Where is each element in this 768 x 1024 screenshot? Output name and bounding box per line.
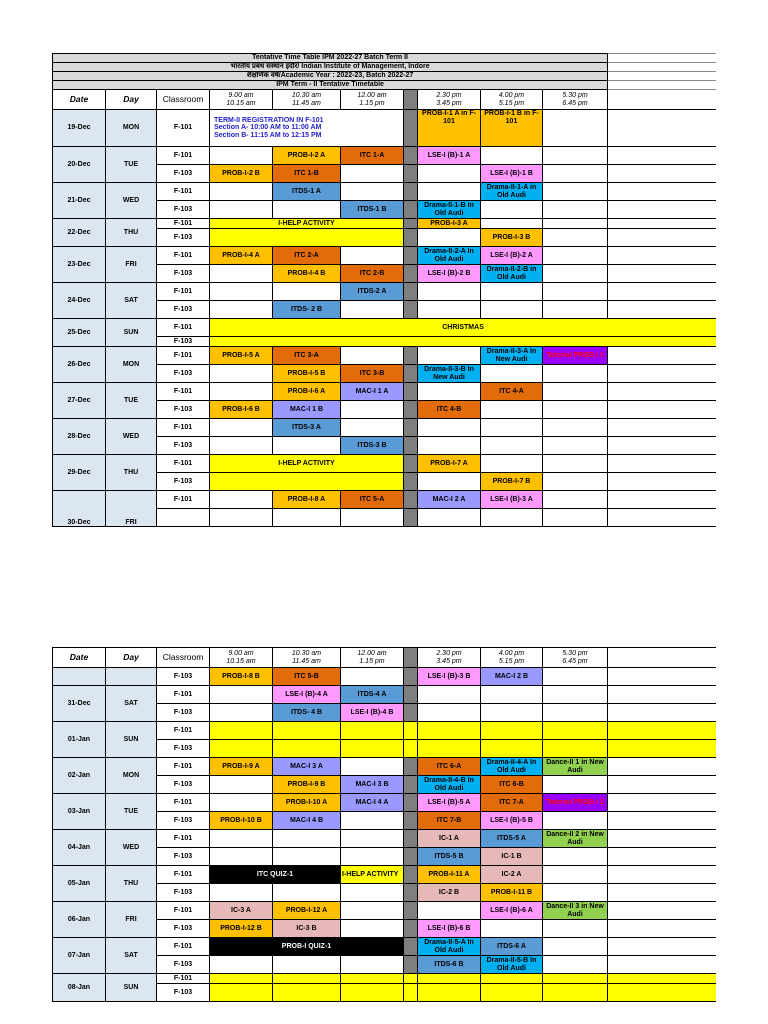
registration-note: TERM-II REGISTRATION IN F-101 Section A- 10:00 AM to 11:00 AM Section B- 11:15 AM to 12:15 PM bbox=[210, 110, 404, 147]
session-cell: PROB-I-12 A bbox=[273, 902, 341, 920]
table-row bbox=[53, 247, 717, 265]
lunch-gap bbox=[404, 90, 418, 110]
session-cell: IC-1 B bbox=[481, 848, 543, 866]
session-cell: PROB-I-7 B bbox=[481, 473, 543, 491]
session-cell: MAC-I 1 B bbox=[273, 401, 341, 419]
session-cell: PROB-I-2 B bbox=[210, 165, 273, 183]
col-slot-2: 10.30 am 11.45 am bbox=[273, 90, 341, 110]
ihelp-activity: I-HELP ACTIVITY bbox=[210, 219, 404, 229]
session-cell: ITC 2-A bbox=[273, 247, 341, 265]
room-cell: F-103 bbox=[157, 265, 210, 283]
session-cell: PROB-I-1 A in F-101 bbox=[418, 110, 481, 147]
ihelp-activity: I-HELP ACTIVITY bbox=[210, 455, 404, 473]
session-cell: LSE-I (B)-5 A bbox=[418, 794, 481, 812]
table-row bbox=[53, 419, 717, 437]
session-cell: PROB-I-7 A bbox=[418, 455, 481, 473]
session-cell: ITC 1-A bbox=[341, 147, 404, 165]
session-cell: Dance-II 2 in New Audi bbox=[543, 830, 608, 848]
session-cell: ITC 5-B bbox=[273, 668, 341, 686]
room-cell: F-101 bbox=[157, 902, 210, 920]
session-cell: Dance-II 1 in New Audi bbox=[543, 758, 608, 776]
session-cell: MAC-I 4 A bbox=[341, 794, 404, 812]
session-cell: ITDS-6 B bbox=[418, 956, 481, 974]
session-cell: PROB-I-10 A bbox=[273, 794, 341, 812]
session-cell: LSE-I (B)-6 B bbox=[418, 920, 481, 938]
timetable-table-2 bbox=[52, 647, 716, 1002]
session-cell: ITDS-1 B bbox=[341, 201, 404, 219]
table-row bbox=[53, 110, 717, 147]
room-cell: F-103 bbox=[157, 848, 210, 866]
col-classroom: Classroom bbox=[157, 90, 210, 110]
col-slot-3: 12.00 am 1.15 pm bbox=[341, 90, 404, 110]
date-cell: 29-Dec bbox=[53, 455, 106, 491]
quiz-cell: ITC QUIZ-1 bbox=[210, 866, 341, 884]
session-cell: LSE-I (B)-6 A bbox=[481, 902, 543, 920]
day-cell: TUE bbox=[106, 383, 157, 419]
room-cell: F-101 bbox=[157, 147, 210, 165]
session-cell: ITDS-3 B bbox=[341, 437, 404, 455]
day-cell: THU bbox=[106, 455, 157, 491]
academic-year: शैक्षणिक वर्ष/Academic Year : 2022-23, Batch 2022-27 bbox=[53, 72, 608, 81]
room-cell: F-101 bbox=[157, 383, 210, 401]
session-cell: ITDS-3 A bbox=[273, 419, 341, 437]
session-cell: ITDS- 4 B bbox=[273, 704, 341, 722]
session-cell: Drama-II-4-A In Old Audi bbox=[481, 758, 543, 776]
session-cell: LSE-I (B)-4 B bbox=[341, 704, 404, 722]
table-row bbox=[53, 183, 717, 201]
session-cell: PROB-I-5 A bbox=[210, 347, 273, 365]
session-cell: ITDS-2 A bbox=[341, 283, 404, 301]
session-cell: ITC 6-A bbox=[418, 758, 481, 776]
timetable-page-2 bbox=[52, 647, 716, 1024]
session-cell: MAC-I 4 B bbox=[273, 812, 341, 830]
session-cell: PROB-I-2 A bbox=[273, 147, 341, 165]
day-cell: MON bbox=[106, 758, 157, 794]
day-cell: SUN bbox=[106, 319, 157, 347]
date-cell: 05-Jan bbox=[53, 866, 106, 902]
date-cell: 01-Jan bbox=[53, 722, 106, 758]
session-cell: ITC 3-A bbox=[273, 347, 341, 365]
session-cell: PROB-I-10 B bbox=[210, 812, 273, 830]
day-cell: WED bbox=[106, 830, 157, 866]
session-cell: PROB-I-8 A bbox=[273, 491, 341, 509]
session-cell: PROB-I-11 B bbox=[481, 884, 543, 902]
table-row bbox=[53, 668, 717, 686]
day-cell: WED bbox=[106, 419, 157, 455]
date-cell: 06-Jan bbox=[53, 902, 106, 938]
table-row bbox=[53, 902, 717, 920]
room-cell: F-103 bbox=[157, 956, 210, 974]
room-cell: F-101 bbox=[157, 974, 210, 984]
day-cell: FRI bbox=[106, 902, 157, 938]
date-cell: 19-Dec bbox=[53, 110, 106, 147]
col-slot-4: 2.30 pm 3.45 pm bbox=[418, 90, 481, 110]
session-cell: ITDS-6 A bbox=[481, 938, 543, 956]
session-cell: PROB-I-4 B bbox=[273, 265, 341, 283]
room-cell: F-101 bbox=[157, 319, 210, 337]
col-slot-2: 10.30 am 11.45 am bbox=[273, 648, 341, 668]
session-cell: Drama-II-5-A In Old Audi bbox=[418, 938, 481, 956]
room-cell: F-103 bbox=[157, 437, 210, 455]
table-row bbox=[53, 219, 717, 229]
date-cell: 20-Dec bbox=[53, 147, 106, 183]
room-cell: F-101 bbox=[157, 183, 210, 201]
day-cell: TUE bbox=[106, 794, 157, 830]
session-cell: ITC 7-B bbox=[418, 812, 481, 830]
session-cell: IC-2 B bbox=[418, 884, 481, 902]
timetable-table-1 bbox=[52, 53, 716, 527]
session-cell: Drama-II-1-A in Old Audi bbox=[481, 183, 543, 201]
session-cell: PROB-I-9 B bbox=[273, 776, 341, 794]
col-day: Day bbox=[106, 648, 157, 668]
date-cell: 02-Jan bbox=[53, 758, 106, 794]
col-slot-4: 2.30 pm 3.45 pm bbox=[418, 648, 481, 668]
table-row bbox=[53, 383, 717, 401]
session-cell: Drama-II-3-A In New Audi bbox=[481, 347, 543, 365]
table-row bbox=[53, 938, 717, 956]
session-cell: PROB-I-5 B bbox=[273, 365, 341, 383]
date-cell: 07-Jan bbox=[53, 938, 106, 974]
table-row bbox=[53, 974, 717, 984]
date-cell: 27-Dec bbox=[53, 383, 106, 419]
day-cell: THU bbox=[106, 219, 157, 247]
session-cell: ITC 4-B bbox=[418, 401, 481, 419]
room-cell: F-101 bbox=[157, 347, 210, 365]
session-cell: LSE-I (B)-2 B bbox=[418, 265, 481, 283]
session-cell: PROB-I-8 B bbox=[210, 668, 273, 686]
session-cell: Tutorial PROB-I 2 bbox=[543, 794, 608, 812]
room-cell: F-103 bbox=[157, 201, 210, 219]
date-cell: 30-Dec bbox=[53, 491, 106, 527]
date-cell: 28-Dec bbox=[53, 419, 106, 455]
table-row bbox=[53, 758, 717, 776]
room-cell: F-101 bbox=[157, 758, 210, 776]
col-slot-3: 12.00 am 1.15 pm bbox=[341, 648, 404, 668]
session-cell: ITC 5-A bbox=[341, 491, 404, 509]
day-cell: SUN bbox=[106, 722, 157, 758]
day-cell: TUE bbox=[106, 147, 157, 183]
room-cell: F-101 bbox=[157, 419, 210, 437]
room-cell: F-103 bbox=[157, 776, 210, 794]
date-cell: 26-Dec bbox=[53, 347, 106, 383]
room-cell: F-101 bbox=[157, 219, 210, 229]
day-cell: SAT bbox=[106, 686, 157, 722]
holiday-christmas: CHRISTMAS bbox=[210, 319, 717, 337]
day-cell: MON bbox=[106, 347, 157, 383]
session-cell: PROB-I-1 B in F-101 bbox=[481, 110, 543, 147]
session-cell: Drama-II-2-B in Old Audi bbox=[481, 265, 543, 283]
room-cell: F-101 bbox=[157, 283, 210, 301]
session-cell: ITDS-1 A bbox=[273, 183, 341, 201]
room-cell: F-103 bbox=[157, 984, 210, 1002]
col-day: Day bbox=[106, 90, 157, 110]
day-cell: MON bbox=[106, 110, 157, 147]
session-cell: LSE-I (B)-3 B bbox=[418, 668, 481, 686]
room-cell: F-101 bbox=[157, 794, 210, 812]
room-cell: F-103 bbox=[157, 812, 210, 830]
session-cell: LSE-I (B)-5 B bbox=[481, 812, 543, 830]
session-cell: Tutorial PROB-I 1 bbox=[543, 347, 608, 365]
date-cell: 25-Dec bbox=[53, 319, 106, 347]
table-row bbox=[53, 147, 717, 165]
table-row bbox=[53, 283, 717, 301]
col-classroom: Classroom bbox=[157, 648, 210, 668]
session-cell: LSE-I (B)-2 A bbox=[481, 247, 543, 265]
room-cell: F-103 bbox=[157, 884, 210, 902]
ihelp-activity: I-HELP ACTIVITY bbox=[341, 866, 404, 884]
date-cell: 31-Dec bbox=[53, 686, 106, 722]
session-cell: IC-1 A bbox=[418, 830, 481, 848]
room-cell: F-101 bbox=[157, 110, 210, 147]
date-cell: 24-Dec bbox=[53, 283, 106, 319]
room-cell: F-103 bbox=[157, 668, 210, 686]
session-cell: ITC 7-A bbox=[481, 794, 543, 812]
session-cell: LSE-I (B)-4 A bbox=[273, 686, 341, 704]
date-cell: 03-Jan bbox=[53, 794, 106, 830]
timetable-title: Tentative Time Table IPM 2022-27 Batch Term II bbox=[53, 54, 608, 63]
day-cell: THU bbox=[106, 866, 157, 902]
session-cell: PROB-I-6 B bbox=[210, 401, 273, 419]
day-cell: FRI bbox=[106, 491, 157, 527]
session-cell: IC-2 A bbox=[481, 866, 543, 884]
col-slot-1: 9.00 am 10.15 am bbox=[210, 90, 273, 110]
day-cell: SAT bbox=[106, 938, 157, 974]
session-cell: LSE-I (B)-3 A bbox=[481, 491, 543, 509]
room-cell: F-103 bbox=[157, 229, 210, 247]
date-cell: 04-Jan bbox=[53, 830, 106, 866]
col-date: Date bbox=[53, 90, 106, 110]
room-cell: F-101 bbox=[157, 686, 210, 704]
room-cell: F-101 bbox=[157, 247, 210, 265]
room-cell: F-101 bbox=[157, 491, 210, 509]
session-cell: Dance-II 3 in New Audi bbox=[543, 902, 608, 920]
session-cell: Drama-II-3-B In New Audi bbox=[418, 365, 481, 383]
session-cell: PROB-I-3 A bbox=[418, 219, 481, 229]
quiz-cell: PROB-I QUIZ-1 bbox=[210, 938, 404, 956]
session-cell: Drama-II-1-B In Old Audi bbox=[418, 201, 481, 219]
session-cell: ITDS-5 B bbox=[418, 848, 481, 866]
timetable-page-1 bbox=[52, 53, 716, 541]
room-cell: F-101 bbox=[157, 455, 210, 473]
room-cell: F-103 bbox=[157, 365, 210, 383]
date-cell: 08-Jan bbox=[53, 974, 106, 1002]
session-cell: Drama-II-4-B In Old Audi bbox=[418, 776, 481, 794]
room-cell: F-101 bbox=[157, 830, 210, 848]
col-slot-6: 5.30 pm 6.45 pm bbox=[543, 90, 608, 110]
institute-name: भारतीय प्रबंध संस्थान इंदौर/ Indian Institute of Management, Indore bbox=[53, 63, 608, 72]
room-cell: F-103 bbox=[157, 740, 210, 758]
session-cell: IC-3 B bbox=[273, 920, 341, 938]
table-row bbox=[53, 866, 717, 884]
col-slot-5: 4.00 pm 5.15 pm bbox=[481, 648, 543, 668]
session-cell: ITDS-5 A bbox=[481, 830, 543, 848]
session-cell: ITC 1-B bbox=[273, 165, 341, 183]
room-cell: F-103 bbox=[157, 704, 210, 722]
room-cell: F-103 bbox=[157, 301, 210, 319]
col-slot-5: 4.00 pm 5.15 pm bbox=[481, 90, 543, 110]
session-cell: PROB-I-12 B bbox=[210, 920, 273, 938]
table-row bbox=[53, 347, 717, 365]
session-cell: ITDS- 2 B bbox=[273, 301, 341, 319]
table-row bbox=[53, 722, 717, 740]
session-cell: LSE-I (B)-1 A bbox=[418, 147, 481, 165]
room-cell: F-103 bbox=[157, 401, 210, 419]
session-cell: MAC-I 2 B bbox=[481, 668, 543, 686]
room-cell: F-103 bbox=[157, 337, 210, 347]
session-cell: Drama-II-2-A In Old Audi bbox=[418, 247, 481, 265]
table-row bbox=[53, 491, 717, 509]
table-row bbox=[53, 794, 717, 812]
col-slot-1: 9.00 am 10.15 am bbox=[210, 648, 273, 668]
lunch-gap bbox=[404, 648, 418, 668]
room-cell: F-103 bbox=[157, 165, 210, 183]
session-cell: PROB-I-6 A bbox=[273, 383, 341, 401]
room-cell: F-103 bbox=[157, 920, 210, 938]
session-cell: ITC 6-B bbox=[481, 776, 543, 794]
room-cell: F-101 bbox=[157, 866, 210, 884]
room-cell: F-101 bbox=[157, 938, 210, 956]
session-cell: PROB-I-11 A bbox=[418, 866, 481, 884]
day-cell: WED bbox=[106, 183, 157, 219]
room-cell: F-103 bbox=[157, 473, 210, 491]
date-cell: 21-Dec bbox=[53, 183, 106, 219]
table-row bbox=[53, 686, 717, 704]
table-row bbox=[53, 319, 717, 337]
col-slot-6: 5.30 pm 6.45 pm bbox=[543, 648, 608, 668]
col-date: Date bbox=[53, 648, 106, 668]
day-cell: FRI bbox=[106, 247, 157, 283]
session-cell: PROB-I-9 A bbox=[210, 758, 273, 776]
session-cell: MAC-I 1 A bbox=[341, 383, 404, 401]
session-cell: PROB-I-4 A bbox=[210, 247, 273, 265]
session-cell: IC-3 A bbox=[210, 902, 273, 920]
session-cell: PROB-I-3 B bbox=[481, 229, 543, 247]
term-title: IPM Term - II Tentative Timetable bbox=[53, 81, 608, 90]
session-cell: ITC 2-B bbox=[341, 265, 404, 283]
day-cell: SAT bbox=[106, 283, 157, 319]
date-cell: 22-Dec bbox=[53, 219, 106, 247]
session-cell: ITC 4-A bbox=[481, 383, 543, 401]
table-row bbox=[53, 830, 717, 848]
day-cell: SUN bbox=[106, 974, 157, 1002]
table-row bbox=[53, 455, 717, 473]
session-cell: MAC-I 3 A bbox=[273, 758, 341, 776]
session-cell: ITC 3-B bbox=[341, 365, 404, 383]
session-cell: Drama-II-5-B In Old Audi bbox=[481, 956, 543, 974]
session-cell: MAC-I 2 A bbox=[418, 491, 481, 509]
session-cell: LSE-I (B)-1 B bbox=[481, 165, 543, 183]
date-cell: 23-Dec bbox=[53, 247, 106, 283]
session-cell: ITDS-4 A bbox=[341, 686, 404, 704]
session-cell: MAC-I 3 B bbox=[341, 776, 404, 794]
room-cell: F-101 bbox=[157, 722, 210, 740]
